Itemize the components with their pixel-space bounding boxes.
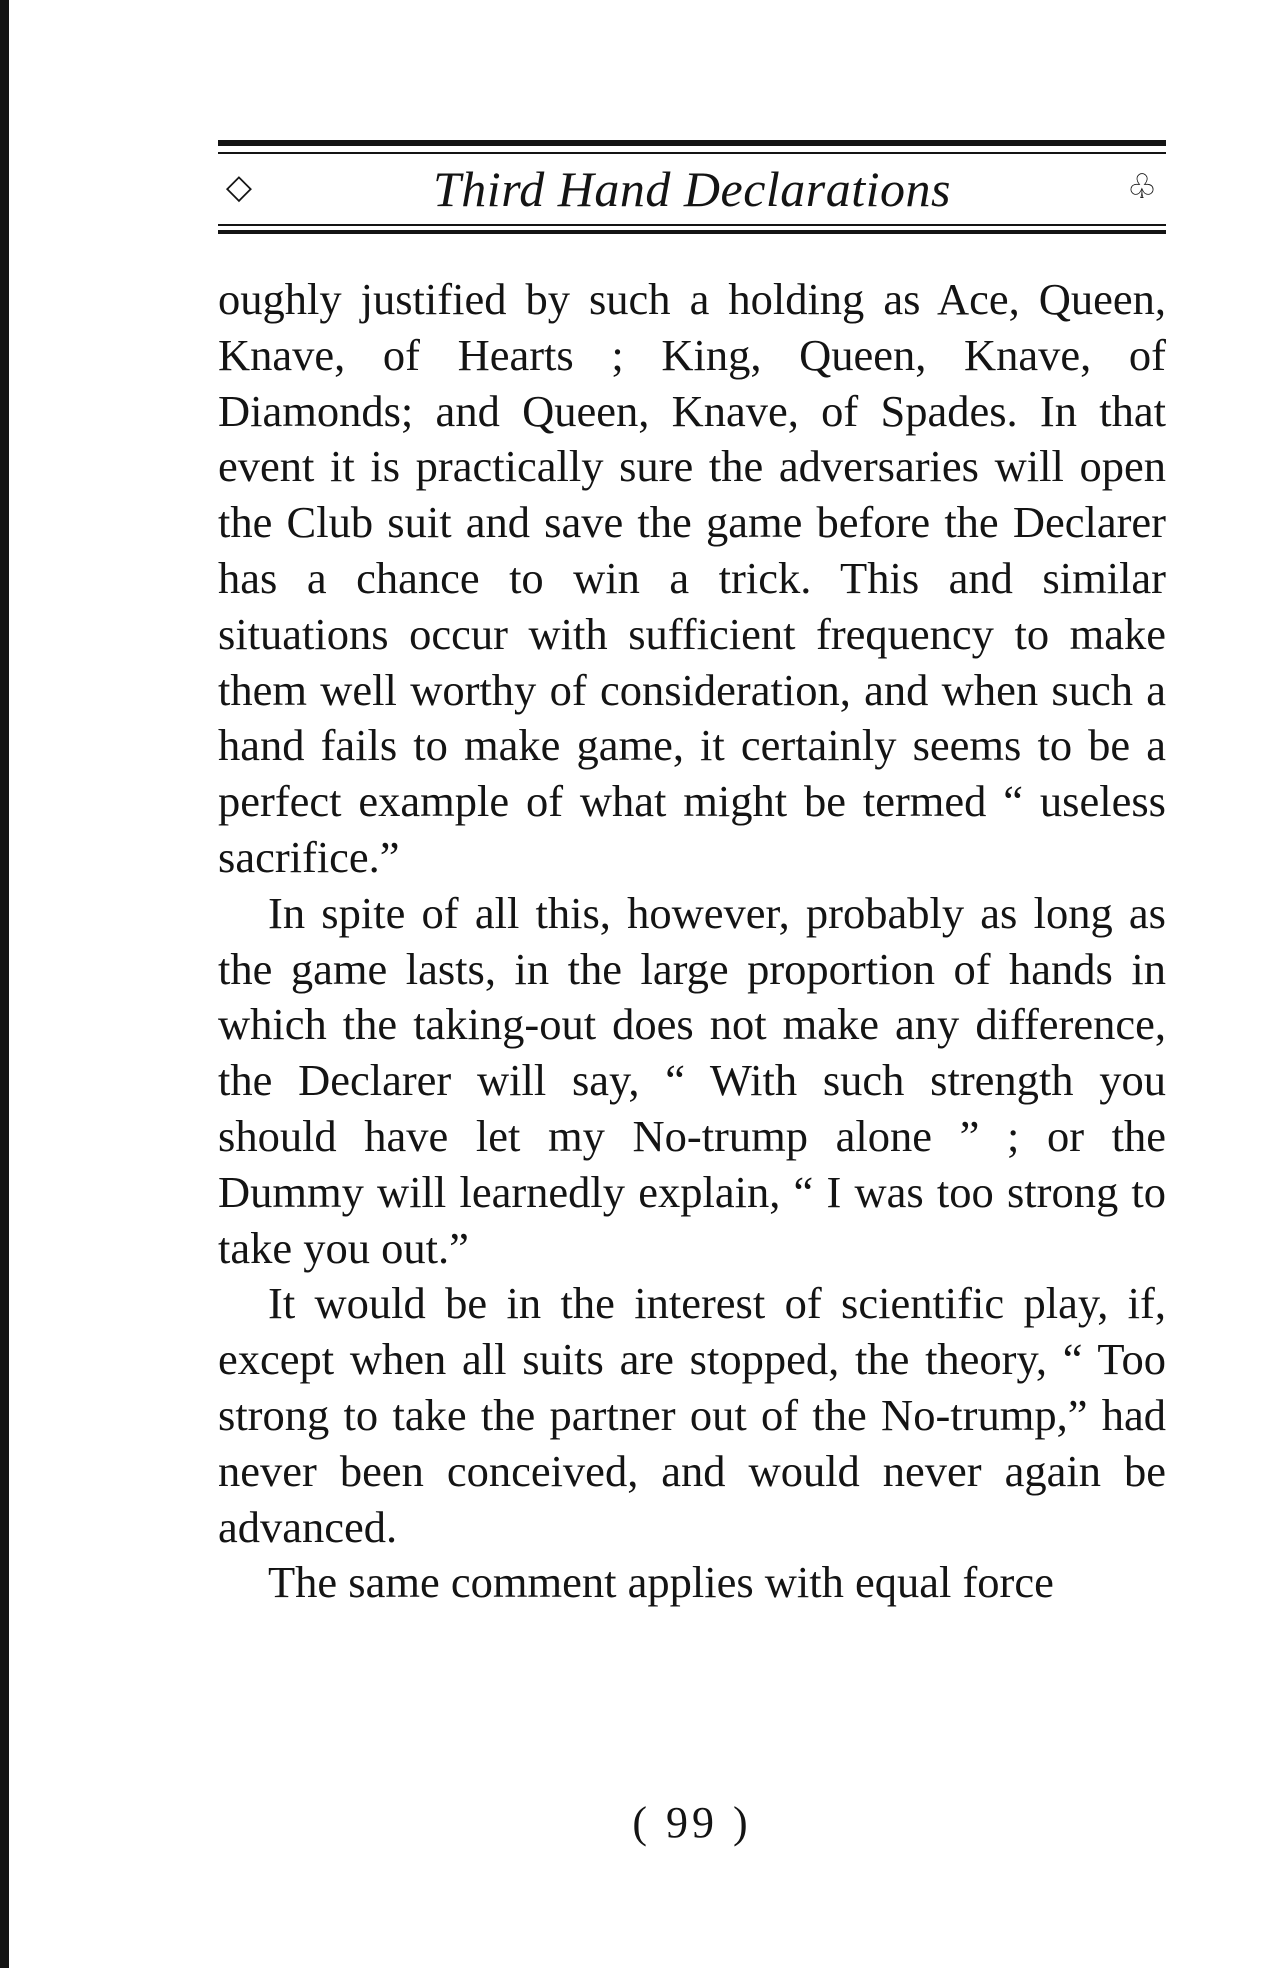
header-rule-bottom-thin [218,224,1166,226]
paragraph-last: The same comment applies with equal force [268,1557,1054,1608]
header-rule-bottom-thick [218,230,1166,234]
running-head [218,154,1166,220]
club-icon: ♧ [1126,169,1158,206]
paragraph: It would be in the interest of scientific play, if, except when all suits are stopped, the theory, “ Too strong to take the partner out of the No-trump,” had never been conceived, and would never again be advanced. [218,1278,1166,1552]
paragraph-continued: oughly justified by such a holding as Ace, Queen, Knave, of Hearts ; King, Queen, Knave, of Diamonds; and Queen, Knave, of Spades. In that event it is practically sure the adversaries will open the Club suit and save the game before the Declarer has a chance to win a trick. This and similar situations occur with sufficient frequency to make them well worthy of consideration, and when such a hand fails to make game, it certainly seems to be a perfect example of what might be termed “ useless sacrifice.” [218,274,1166,882]
page-body [218,272,1166,1611]
page-number: ( 99 ) [632,1798,752,1847]
paragraph: In spite of all this, however, probably as long as the game lasts, in the large proportion of hands in which the taking-out does not make any difference, the Declarer will say, “ With such strength you should have let my No-trump alone ” ; or the Dummy will learnedly explain, “ I was too strong to take you out.” [218,887,1166,1273]
running-head-title: Third Hand Declarations [433,161,951,217]
page-edge-shadow [0,0,9,1968]
header-rule-top-thick [218,140,1166,146]
diamond-icon: ◇ [225,169,253,206]
running-head-block [218,140,1166,234]
